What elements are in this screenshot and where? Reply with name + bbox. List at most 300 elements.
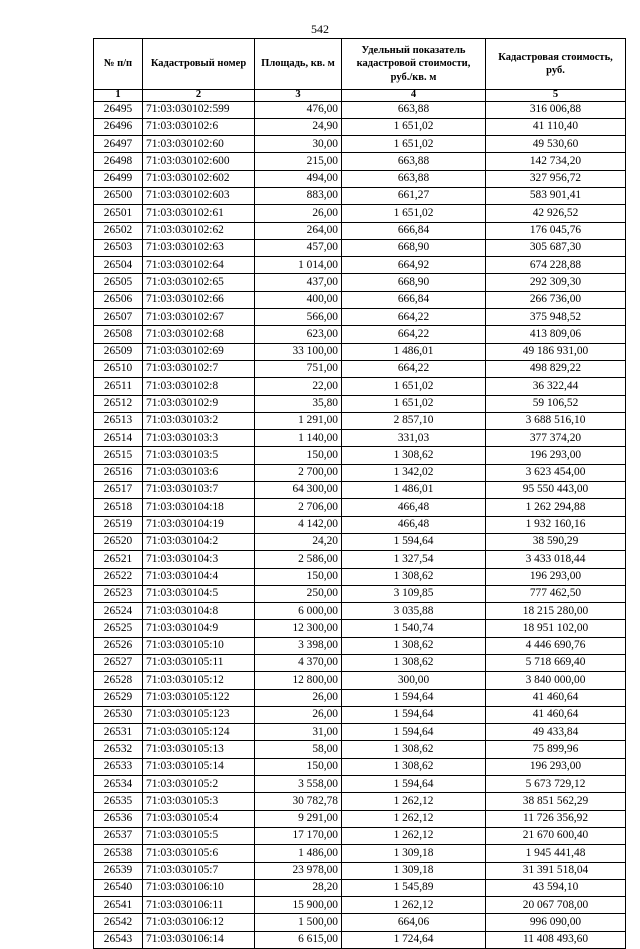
cadastral-number: 71:03:030105:2	[143, 776, 255, 793]
row-index: 26495	[94, 101, 143, 118]
row-index: 26532	[94, 741, 143, 758]
unit-value: 1 308,62	[342, 447, 486, 464]
area: 26,00	[255, 706, 342, 723]
column-number: 5	[486, 90, 626, 102]
header-unit-value: Удельный показатель кадастровой стоимости, руб./кв. м	[342, 39, 486, 90]
table-row	[94, 516, 626, 533]
row-index: 26518	[94, 499, 143, 516]
row-index: 26500	[94, 187, 143, 204]
area: 23 978,00	[255, 862, 342, 879]
cadastral-number: 71:03:030102:600	[143, 153, 255, 170]
unit-value: 466,48	[342, 516, 486, 533]
unit-value: 1 262,12	[342, 897, 486, 914]
area: 1 486,00	[255, 845, 342, 862]
area: 2 700,00	[255, 464, 342, 481]
cadastral-number: 71:03:030102:61	[143, 205, 255, 222]
cadastral-number: 71:03:030102:62	[143, 222, 255, 239]
area: 12 800,00	[255, 672, 342, 689]
cadastral-number: 71:03:030102:60	[143, 136, 255, 153]
cadastral-number: 71:03:030103:6	[143, 464, 255, 481]
table-row	[94, 464, 626, 481]
area: 3 398,00	[255, 637, 342, 654]
unit-value: 664,22	[342, 326, 486, 343]
cadastral-value: 3 688 516,10	[486, 412, 626, 429]
table-row	[94, 118, 626, 135]
area: 264,00	[255, 222, 342, 239]
area: 494,00	[255, 170, 342, 187]
column-number: 2	[143, 90, 255, 102]
unit-value: 664,92	[342, 257, 486, 274]
row-index: 26534	[94, 776, 143, 793]
row-index: 26542	[94, 914, 143, 931]
table-row	[94, 499, 626, 516]
table-row	[94, 793, 626, 810]
row-index: 26523	[94, 585, 143, 602]
cadastral-number: 71:03:030106:12	[143, 914, 255, 931]
cadastral-value: 674 228,88	[486, 257, 626, 274]
cadastral-value: 377 374,20	[486, 430, 626, 447]
area: 883,00	[255, 187, 342, 204]
table-row	[94, 551, 626, 568]
area: 400,00	[255, 291, 342, 308]
page-number: 542	[311, 22, 329, 36]
unit-value: 1 651,02	[342, 136, 486, 153]
cadastral-value: 1 945 441,48	[486, 845, 626, 862]
cadastral-value: 41 110,40	[486, 118, 626, 135]
row-index: 26499	[94, 170, 143, 187]
row-index: 26543	[94, 931, 143, 948]
column-number-row	[94, 90, 626, 102]
header-cadastral-value: Кадастровая стоимость, руб.	[486, 39, 626, 90]
header-row	[94, 39, 626, 90]
area: 1 291,00	[255, 412, 342, 429]
table-row	[94, 724, 626, 741]
unit-value: 1 594,64	[342, 533, 486, 550]
table-body	[94, 101, 626, 949]
cadastral-value: 36 322,44	[486, 378, 626, 395]
cadastral-value: 49 530,60	[486, 136, 626, 153]
cadastral-value: 5 673 729,12	[486, 776, 626, 793]
row-index: 26497	[94, 136, 143, 153]
area: 58,00	[255, 741, 342, 758]
unit-value: 1 308,62	[342, 637, 486, 654]
cadastral-value: 3 840 000,00	[486, 672, 626, 689]
area: 24,20	[255, 533, 342, 550]
cadastral-value: 196 293,00	[486, 568, 626, 585]
area: 6 615,00	[255, 931, 342, 948]
row-index: 26511	[94, 378, 143, 395]
unit-value: 1 262,12	[342, 810, 486, 827]
area: 12 300,00	[255, 620, 342, 637]
table-row	[94, 136, 626, 153]
cadastral-number: 71:03:030105:13	[143, 741, 255, 758]
cadastral-number: 71:03:030104:8	[143, 603, 255, 620]
header-area: Площадь, кв. м	[255, 39, 342, 90]
cadastral-value: 142 734,20	[486, 153, 626, 170]
unit-value: 1 486,01	[342, 482, 486, 499]
cadastral-value: 996 090,00	[486, 914, 626, 931]
area: 2 586,00	[255, 551, 342, 568]
table-row	[94, 689, 626, 706]
unit-value: 1 308,62	[342, 568, 486, 585]
cadastral-number: 71:03:030103:5	[143, 447, 255, 464]
area: 437,00	[255, 274, 342, 291]
unit-value: 1 651,02	[342, 395, 486, 412]
cadastral-number: 71:03:030103:3	[143, 430, 255, 447]
row-index: 26538	[94, 845, 143, 862]
unit-value: 1 594,64	[342, 724, 486, 741]
area: 64 300,00	[255, 482, 342, 499]
cadastral-value: 95 550 443,00	[486, 482, 626, 499]
table-row	[94, 810, 626, 827]
table-row	[94, 170, 626, 187]
cadastral-number: 71:03:030102:6	[143, 118, 255, 135]
cadastral-value: 38 590,29	[486, 533, 626, 550]
unit-value: 1 308,62	[342, 741, 486, 758]
unit-value: 1 594,64	[342, 706, 486, 723]
cadastral-value: 292 309,30	[486, 274, 626, 291]
cadastral-value: 38 851 562,29	[486, 793, 626, 810]
area: 751,00	[255, 360, 342, 377]
cadastral-number: 71:03:030105:14	[143, 758, 255, 775]
cadastral-number: 71:03:030102:69	[143, 343, 255, 360]
cadastral-value: 41 460,64	[486, 706, 626, 723]
area: 1 014,00	[255, 257, 342, 274]
cadastral-value: 31 391 518,04	[486, 862, 626, 879]
table-row	[94, 637, 626, 654]
table-row	[94, 101, 626, 118]
unit-value: 1 724,64	[342, 931, 486, 948]
unit-value: 300,00	[342, 672, 486, 689]
unit-value: 664,22	[342, 309, 486, 326]
unit-value: 331,03	[342, 430, 486, 447]
unit-value: 1 327,54	[342, 551, 486, 568]
cadastral-number: 71:03:030105:124	[143, 724, 255, 741]
row-index: 26498	[94, 153, 143, 170]
cadastral-value: 49 433,84	[486, 724, 626, 741]
unit-value: 666,84	[342, 222, 486, 239]
cadastral-value: 18 951 102,00	[486, 620, 626, 637]
area: 457,00	[255, 239, 342, 256]
cadastral-value: 266 736,00	[486, 291, 626, 308]
unit-value: 1 594,64	[342, 776, 486, 793]
table-row	[94, 378, 626, 395]
unit-value: 668,90	[342, 239, 486, 256]
unit-value: 1 540,74	[342, 620, 486, 637]
area: 26,00	[255, 689, 342, 706]
table-row	[94, 430, 626, 447]
area: 24,90	[255, 118, 342, 135]
area: 28,20	[255, 879, 342, 896]
area: 9 291,00	[255, 810, 342, 827]
area: 215,00	[255, 153, 342, 170]
unit-value: 1 262,12	[342, 793, 486, 810]
cadastral-value: 3 623 454,00	[486, 464, 626, 481]
cadastral-number: 71:03:030102:603	[143, 187, 255, 204]
area: 4 142,00	[255, 516, 342, 533]
row-index: 26509	[94, 343, 143, 360]
cadastral-value: 4 446 690,76	[486, 637, 626, 654]
cadastral-value: 42 926,52	[486, 205, 626, 222]
table-row	[94, 533, 626, 550]
table-row	[94, 585, 626, 602]
cadastral-value: 196 293,00	[486, 447, 626, 464]
cadastral-number: 71:03:030104:5	[143, 585, 255, 602]
table-row	[94, 620, 626, 637]
row-index: 26524	[94, 603, 143, 620]
unit-value: 1 308,62	[342, 655, 486, 672]
unit-value: 466,48	[342, 499, 486, 516]
area: 3 558,00	[255, 776, 342, 793]
row-index: 26531	[94, 724, 143, 741]
cadastral-number: 71:03:030106:14	[143, 931, 255, 948]
table-row	[94, 706, 626, 723]
table-row	[94, 827, 626, 844]
cadastral-value: 11 408 493,60	[486, 931, 626, 948]
area: 623,00	[255, 326, 342, 343]
cadastral-value: 5 718 669,40	[486, 655, 626, 672]
table-row	[94, 326, 626, 343]
row-index: 26514	[94, 430, 143, 447]
table-row	[94, 395, 626, 412]
area: 15 900,00	[255, 897, 342, 914]
table-row	[94, 343, 626, 360]
row-index: 26536	[94, 810, 143, 827]
unit-value: 1 262,12	[342, 827, 486, 844]
cadastral-number: 71:03:030105:10	[143, 637, 255, 654]
cadastral-value: 498 829,22	[486, 360, 626, 377]
area: 6 000,00	[255, 603, 342, 620]
row-index: 26512	[94, 395, 143, 412]
table-row	[94, 239, 626, 256]
area: 566,00	[255, 309, 342, 326]
unit-value: 1 342,02	[342, 464, 486, 481]
row-index: 26535	[94, 793, 143, 810]
area: 250,00	[255, 585, 342, 602]
unit-value: 668,90	[342, 274, 486, 291]
area: 150,00	[255, 568, 342, 585]
unit-value: 1 651,02	[342, 118, 486, 135]
area: 4 370,00	[255, 655, 342, 672]
unit-value: 663,88	[342, 170, 486, 187]
area: 30 782,78	[255, 793, 342, 810]
table-row	[94, 257, 626, 274]
unit-value: 3 035,88	[342, 603, 486, 620]
table-row	[94, 360, 626, 377]
cadastral-number: 71:03:030105:12	[143, 672, 255, 689]
table-row	[94, 897, 626, 914]
cadastral-value: 176 045,76	[486, 222, 626, 239]
area: 1 140,00	[255, 430, 342, 447]
cadastral-value: 316 006,88	[486, 101, 626, 118]
table-row	[94, 187, 626, 204]
cadastral-number: 71:03:030105:4	[143, 810, 255, 827]
row-index: 26517	[94, 482, 143, 499]
row-index: 26516	[94, 464, 143, 481]
area: 17 170,00	[255, 827, 342, 844]
column-number: 4	[342, 90, 486, 102]
header-cadastral-number: Кадастровый номер	[143, 39, 255, 90]
area: 22,00	[255, 378, 342, 395]
cadastral-value: 75 899,96	[486, 741, 626, 758]
cadastral-number: 71:03:030103:7	[143, 482, 255, 499]
cadastral-value: 20 067 708,00	[486, 897, 626, 914]
row-index: 26506	[94, 291, 143, 308]
unit-value: 664,06	[342, 914, 486, 931]
cadastral-value: 327 956,72	[486, 170, 626, 187]
cadastral-value: 1 932 160,16	[486, 516, 626, 533]
table-row	[94, 291, 626, 308]
table-row	[94, 412, 626, 429]
cadastral-number: 71:03:030105:3	[143, 793, 255, 810]
cadastral-number: 71:03:030105:123	[143, 706, 255, 723]
table-row	[94, 914, 626, 931]
cadastral-value: 375 948,52	[486, 309, 626, 326]
row-index: 26528	[94, 672, 143, 689]
cadastral-number: 71:03:030104:2	[143, 533, 255, 550]
row-index: 26510	[94, 360, 143, 377]
cadastral-number: 71:03:030104:18	[143, 499, 255, 516]
area: 35,80	[255, 395, 342, 412]
row-index: 26501	[94, 205, 143, 222]
unit-value: 1 651,02	[342, 378, 486, 395]
row-index: 26513	[94, 412, 143, 429]
row-index: 26503	[94, 239, 143, 256]
unit-value: 1 486,01	[342, 343, 486, 360]
table-row	[94, 447, 626, 464]
cadastral-value: 305 687,30	[486, 239, 626, 256]
row-index: 26520	[94, 533, 143, 550]
area: 150,00	[255, 447, 342, 464]
unit-value: 1 309,18	[342, 845, 486, 862]
cadastral-number: 71:03:030102:9	[143, 395, 255, 412]
cadastral-number: 71:03:030102:63	[143, 239, 255, 256]
cadastral-number: 71:03:030102:7	[143, 360, 255, 377]
unit-value: 1 308,62	[342, 758, 486, 775]
unit-value: 663,88	[342, 101, 486, 118]
cadastral-number: 71:03:030102:8	[143, 378, 255, 395]
row-index: 26496	[94, 118, 143, 135]
table-row	[94, 758, 626, 775]
row-index: 26530	[94, 706, 143, 723]
row-index: 26505	[94, 274, 143, 291]
cadastral-value: 413 809,06	[486, 326, 626, 343]
cadastral-number: 71:03:030102:602	[143, 170, 255, 187]
unit-value: 661,27	[342, 187, 486, 204]
cadastral-value: 43 594,10	[486, 879, 626, 896]
cadastral-number: 71:03:030106:11	[143, 897, 255, 914]
row-index: 26533	[94, 758, 143, 775]
cadastral-number: 71:03:030106:10	[143, 879, 255, 896]
row-index: 26521	[94, 551, 143, 568]
table-row	[94, 568, 626, 585]
area: 476,00	[255, 101, 342, 118]
cadastral-value: 41 460,64	[486, 689, 626, 706]
cadastral-number: 71:03:030105:6	[143, 845, 255, 862]
cadastral-value: 59 106,52	[486, 395, 626, 412]
unit-value: 2 857,10	[342, 412, 486, 429]
cadastral-number: 71:03:030104:9	[143, 620, 255, 637]
table-row	[94, 274, 626, 291]
row-index: 26504	[94, 257, 143, 274]
cadastral-number: 71:03:030105:7	[143, 862, 255, 879]
cadastral-number: 71:03:030102:599	[143, 101, 255, 118]
area: 30,00	[255, 136, 342, 153]
table-row	[94, 672, 626, 689]
area: 31,00	[255, 724, 342, 741]
unit-value: 1 594,64	[342, 689, 486, 706]
cadastral-number: 71:03:030104:3	[143, 551, 255, 568]
row-index: 26502	[94, 222, 143, 239]
table-row	[94, 482, 626, 499]
row-index: 26537	[94, 827, 143, 844]
cadastral-value: 777 462,50	[486, 585, 626, 602]
cadastral-number: 71:03:030102:64	[143, 257, 255, 274]
row-index: 26529	[94, 689, 143, 706]
cadastral-number: 71:03:030102:65	[143, 274, 255, 291]
cadastral-value-table	[93, 38, 626, 949]
cadastral-number: 71:03:030103:2	[143, 412, 255, 429]
table-row	[94, 862, 626, 879]
column-number: 3	[255, 90, 342, 102]
cadastral-value: 21 670 600,40	[486, 827, 626, 844]
area: 33 100,00	[255, 343, 342, 360]
table-row	[94, 879, 626, 896]
table-row	[94, 776, 626, 793]
row-index: 26508	[94, 326, 143, 343]
unit-value: 1 651,02	[342, 205, 486, 222]
area: 150,00	[255, 758, 342, 775]
cadastral-number: 71:03:030102:68	[143, 326, 255, 343]
cadastral-number: 71:03:030105:122	[143, 689, 255, 706]
table-row	[94, 845, 626, 862]
table-row	[94, 222, 626, 239]
unit-value: 666,84	[342, 291, 486, 308]
row-index: 26541	[94, 897, 143, 914]
row-index: 26525	[94, 620, 143, 637]
cadastral-number: 71:03:030105:5	[143, 827, 255, 844]
cadastral-value: 49 186 931,00	[486, 343, 626, 360]
table-row	[94, 931, 626, 948]
cadastral-number: 71:03:030104:4	[143, 568, 255, 585]
row-index: 26539	[94, 862, 143, 879]
cadastral-value: 18 215 280,00	[486, 603, 626, 620]
cadastral-value: 1 262 294,88	[486, 499, 626, 516]
cadastral-number: 71:03:030102:66	[143, 291, 255, 308]
table-row	[94, 655, 626, 672]
row-index: 26540	[94, 879, 143, 896]
table-row	[94, 603, 626, 620]
row-index: 26526	[94, 637, 143, 654]
table-row	[94, 205, 626, 222]
unit-value: 663,88	[342, 153, 486, 170]
cadastral-value: 11 726 356,92	[486, 810, 626, 827]
table-row	[94, 309, 626, 326]
unit-value: 1 545,89	[342, 879, 486, 896]
unit-value: 664,22	[342, 360, 486, 377]
row-index: 26527	[94, 655, 143, 672]
area: 2 706,00	[255, 499, 342, 516]
cadastral-number: 71:03:030104:19	[143, 516, 255, 533]
row-index: 26519	[94, 516, 143, 533]
table-row	[94, 741, 626, 758]
row-index: 26515	[94, 447, 143, 464]
cadastral-value: 196 293,00	[486, 758, 626, 775]
unit-value: 3 109,85	[342, 585, 486, 602]
unit-value: 1 309,18	[342, 862, 486, 879]
row-index: 26507	[94, 309, 143, 326]
cadastral-number: 71:03:030105:11	[143, 655, 255, 672]
